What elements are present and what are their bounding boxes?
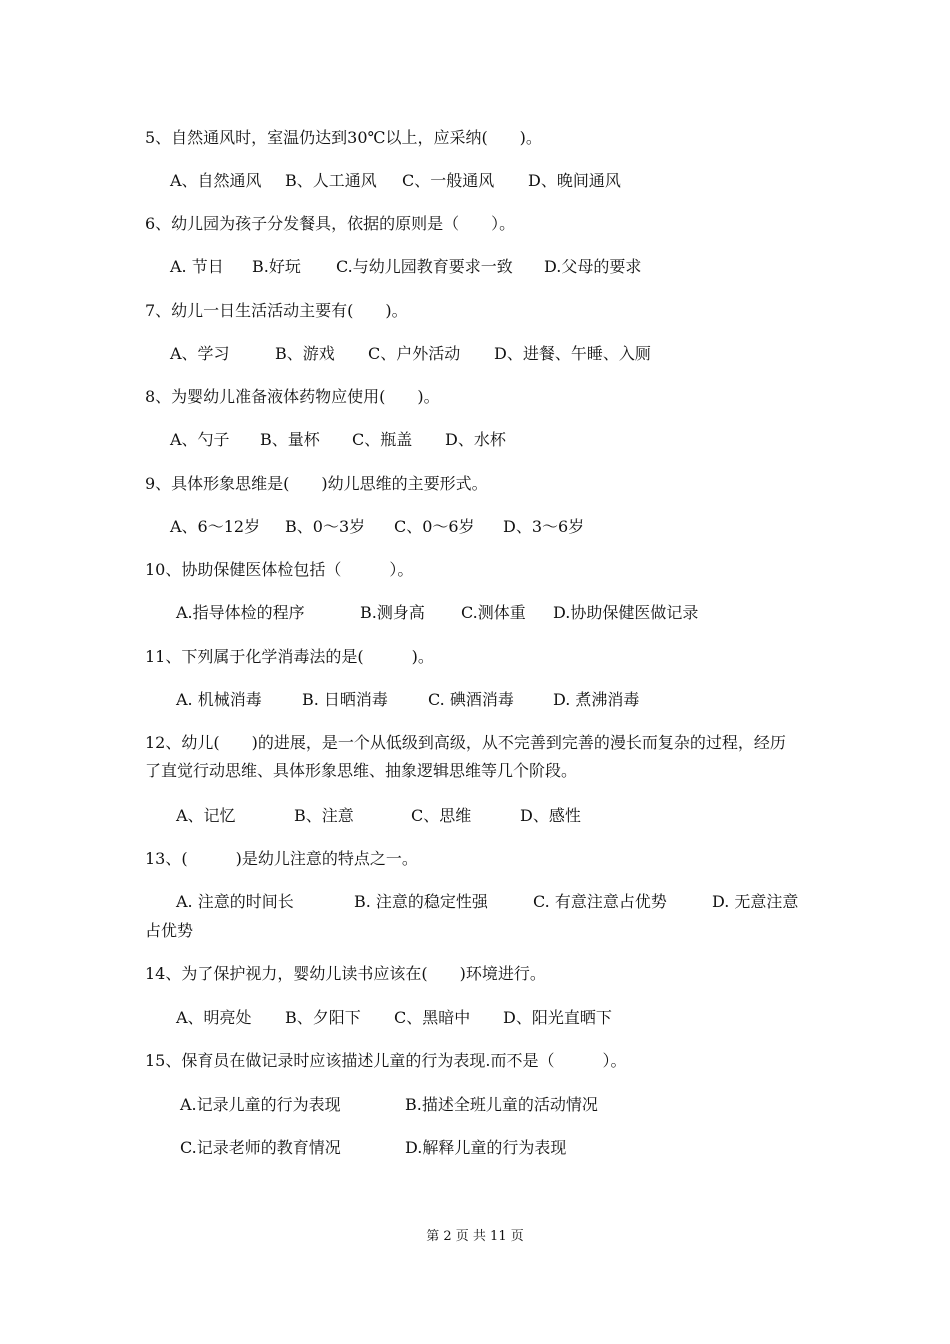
option-a: A、自然通风: [170, 171, 262, 190]
option-a: A. 机械消毒: [176, 690, 262, 709]
option-a: A、勺子: [170, 430, 230, 449]
question-stem: 11、下列属于化学消毒法的是( )。: [145, 647, 434, 666]
option-a: A、6～12岁: [170, 517, 261, 536]
option-c: C、一般通风: [402, 171, 495, 190]
option-a: A.指导体检的程序: [176, 603, 305, 622]
option-b: B、夕阳下: [285, 1008, 361, 1027]
question-stem: 7、幼儿一日生活活动主要有( )。: [145, 301, 408, 320]
option-d: D、水杯: [445, 430, 506, 449]
option-d: D、阳光直晒下: [503, 1008, 612, 1027]
option-b: B.描述全班儿童的活动情况: [405, 1095, 598, 1114]
option-d: D、晚间通风: [528, 171, 621, 190]
option-c: C、瓶盖: [352, 430, 413, 449]
option-d: D. 无意注意: [712, 892, 799, 911]
question-stem: 6、幼儿园为孩子分发餐具，依据的原则是（ ）。: [145, 214, 516, 233]
option-continuation: 占优势: [145, 921, 194, 940]
option-a: A. 节日: [170, 257, 224, 276]
option-b: B.好玩: [252, 257, 301, 276]
option-b: B、量杯: [260, 430, 320, 449]
option-b: B.测身高: [360, 603, 425, 622]
question-stem: 15、保育员在做记录时应该描述儿童的行为表现.而不是（ ）。: [145, 1051, 627, 1070]
option-b: B、注意: [294, 806, 354, 825]
option-c: C. 碘酒消毒: [428, 690, 514, 709]
option-c: C.与幼儿园教育要求一致: [336, 257, 513, 276]
option-d: D、感性: [520, 806, 581, 825]
option-c: C、黑暗中: [394, 1008, 471, 1027]
option-a: A. 注意的时间长: [176, 892, 294, 911]
option-d: D.协助保健医做记录: [553, 603, 699, 622]
option-a: A.记录儿童的行为表现: [180, 1095, 341, 1114]
option-c: C、0～6岁: [394, 517, 475, 536]
option-c: C.测体重: [461, 603, 526, 622]
question-stem: 8、为婴幼儿准备液体药物应使用( )。: [145, 387, 440, 406]
option-a: A、记忆: [176, 806, 236, 825]
option-d: D、进餐、午睡、入厕: [494, 344, 651, 363]
option-c: C、户外活动: [368, 344, 461, 363]
option-d: D.父母的要求: [544, 257, 642, 276]
option-a: A、明亮处: [176, 1008, 252, 1027]
option-b: B. 日晒消毒: [302, 690, 388, 709]
option-c: C.记录老师的教育情况: [180, 1138, 341, 1157]
option-c: C. 有意注意占优势: [533, 892, 667, 911]
option-c: C、思维: [411, 806, 472, 825]
option-d: D、3～6岁: [503, 517, 585, 536]
page-number: 第 2 页 共 11 页: [426, 1229, 524, 1244]
question-stem: 12、幼儿( )的进展，是一个从低级到高级，从不完善到完善的漫长而复杂的过程，经历: [145, 733, 786, 752]
option-b: B、人工通风: [285, 171, 377, 190]
question-stem: 10、协助保健医体检包括（ ）。: [145, 560, 414, 579]
option-a: A、学习: [170, 344, 230, 363]
question-stem: 14、为了保护视力，婴幼儿读书应该在( )环境进行。: [145, 964, 546, 983]
question-stem: 9、具体形象思维是( )幼儿思维的主要形式。: [145, 474, 488, 493]
option-d: D. 煮沸消毒: [553, 690, 640, 709]
option-d: D.解释儿童的行为表现: [405, 1138, 567, 1157]
question-stem: 13、( )是幼儿注意的特点之一。: [145, 849, 418, 868]
question-stem: 5、自然通风时，室温仍达到30℃以上，应采纳( )。: [145, 128, 542, 147]
option-b: B. 注意的稳定性强: [354, 892, 488, 911]
option-b: B、0～3岁: [285, 517, 366, 536]
question-stem-continuation: 了直觉行动思维、具体形象思维、抽象逻辑思维等几个阶段。: [145, 761, 578, 780]
option-b: B、游戏: [275, 344, 335, 363]
